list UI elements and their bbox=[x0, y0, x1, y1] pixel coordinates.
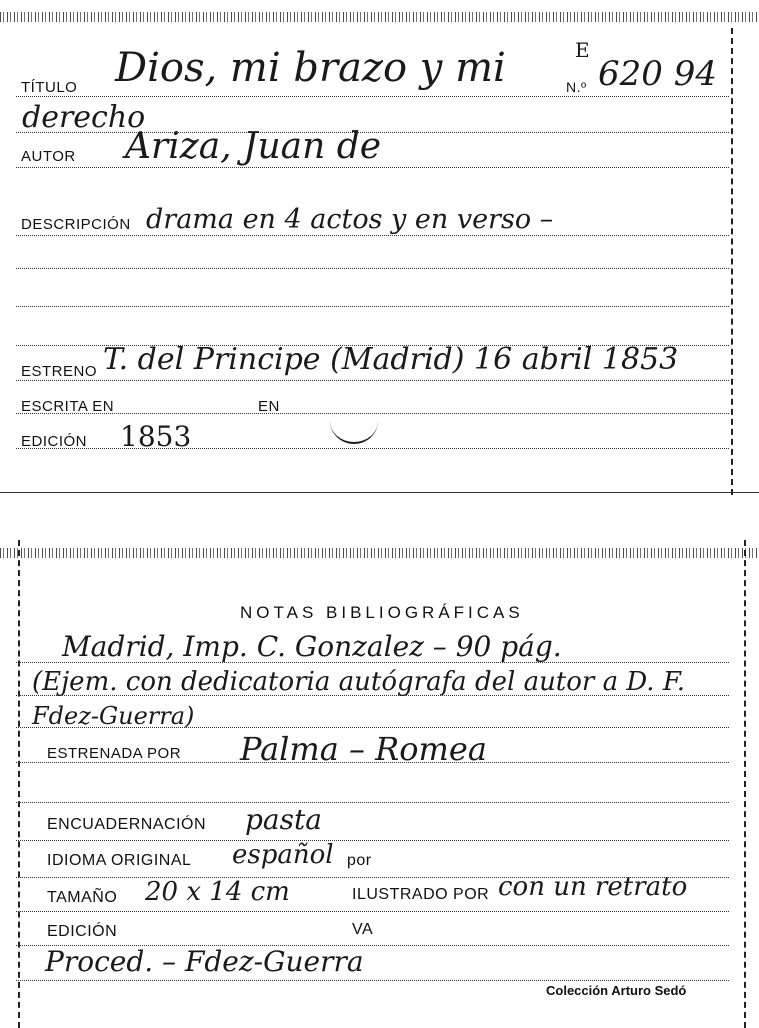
estrenada-value: Palma – Romea bbox=[240, 730, 487, 768]
card-right-edge bbox=[731, 28, 733, 495]
notas-line-2: (Ejem. con dedicatoria autógrafa del autor a D. F. bbox=[32, 667, 686, 697]
notas-title: NOTAS BIBLIOGRÁFICAS bbox=[240, 603, 524, 622]
descripcion-value: drama en 4 actos y en verso – bbox=[146, 204, 554, 235]
catalog-card-front bbox=[0, 0, 759, 495]
numero-value: 620 94 bbox=[598, 54, 717, 94]
titulo-value: Dios, mi brazo y mi bbox=[115, 45, 506, 91]
autor-value: Ariza, Juan de bbox=[125, 126, 382, 167]
card-bottom-edge bbox=[0, 492, 759, 493]
idioma-label: IDIOMA ORIGINAL bbox=[47, 852, 192, 869]
ilustrado-label: ILUSTRADO POR bbox=[352, 886, 490, 903]
coleccion-credit: Colección Arturo Sedó bbox=[546, 983, 687, 998]
ink-smudge bbox=[330, 398, 378, 444]
tamano-label: TAMAÑO bbox=[47, 889, 118, 906]
edicion-label: EDICIÓN bbox=[21, 433, 88, 450]
autor-label: AUTOR bbox=[21, 148, 76, 165]
card-top-edge bbox=[0, 12, 759, 22]
card-right-edge bbox=[744, 540, 746, 1028]
card-top-edge bbox=[0, 548, 759, 558]
edicion-label: EDICIÓN bbox=[47, 923, 118, 940]
notas-line-3: Fdez-Guerra) bbox=[32, 702, 195, 730]
encuadernacion-label: ENCUADERNACIÓN bbox=[47, 816, 207, 833]
card-left-edge bbox=[18, 540, 20, 1028]
encuadernacion-value: pasta bbox=[245, 803, 322, 836]
procedencia-value: Proced. – Fdez-Guerra bbox=[45, 945, 364, 978]
estreno-label: ESTRENO bbox=[21, 363, 98, 380]
estreno-value: T. del Principe (Madrid) 16 abril 1853 bbox=[103, 342, 679, 377]
titulo-value-cont: derecho bbox=[22, 100, 146, 135]
estrenada-label: ESTRENADA POR bbox=[47, 745, 182, 762]
ilustrado-value: con un retrato bbox=[498, 872, 688, 902]
titulo-label: TÍTULO bbox=[21, 79, 78, 96]
descripcion-label: DESCRIPCIÓN bbox=[21, 216, 131, 233]
por-label: por bbox=[347, 852, 372, 869]
tamano-value: 20 x 14 cm bbox=[145, 877, 290, 907]
catalog-card-back bbox=[0, 540, 759, 1028]
en-label: EN bbox=[258, 398, 280, 415]
notas-line-1: Madrid, Imp. C. Gonzalez – 90 pág. bbox=[62, 630, 562, 663]
escrita-en-label: ESCRITA EN bbox=[21, 398, 115, 415]
va-label: VA bbox=[352, 921, 374, 938]
edicion-value: 1853 bbox=[120, 420, 192, 453]
numero-superscript: E bbox=[575, 38, 590, 62]
numero-label: N.º bbox=[566, 79, 587, 95]
idioma-value: español bbox=[232, 840, 334, 870]
